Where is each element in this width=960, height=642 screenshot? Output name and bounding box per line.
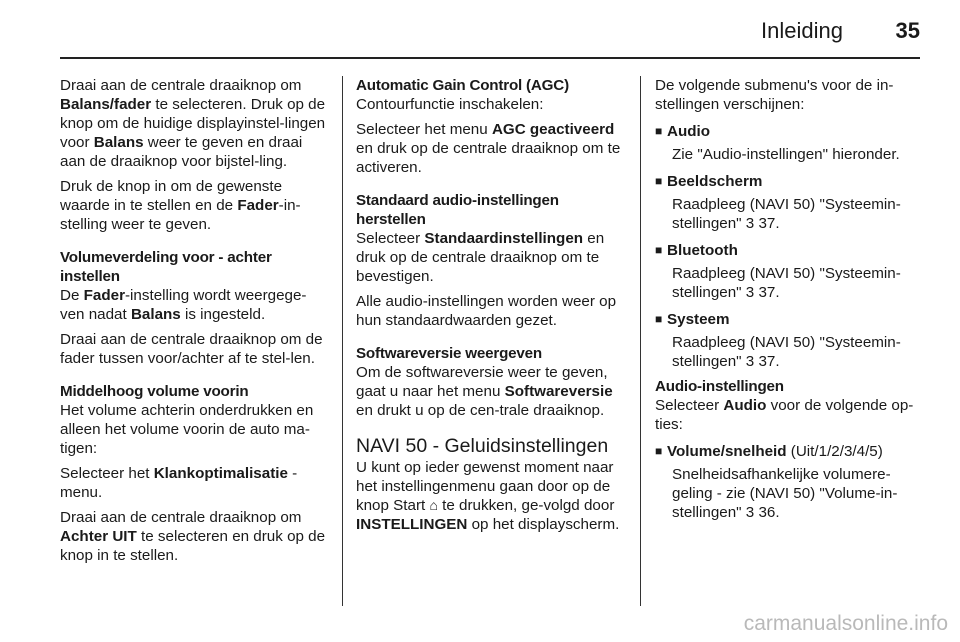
section-heading: Audio-instellingen [655, 378, 784, 395]
column-2 [356, 76, 624, 540]
page-ref-icon: 3 [745, 284, 755, 301]
page-ref-icon: 3 [745, 504, 755, 521]
section-heading: Standaard audio-instellingen herstellen [356, 192, 559, 228]
bullet-icon: ■ [655, 174, 663, 188]
list-item: ■ Bluetooth Raadpleeg (NAVI 50) "Systeemin-stellingen" 3 37. [655, 242, 901, 301]
paragraph: U kunt op ieder gewenst moment naar het instellingenmenu gaan door op de knop Start ⌂ te drukken, ge-volgd door INSTELLINGEN op het displayscherm. [356, 459, 620, 533]
page-ref-icon: 3 [745, 215, 755, 232]
list-item: ■ Systeem Raadpleeg (NAVI 50) "Systeemin-stellingen" 3 37. [655, 311, 901, 370]
watermark: carmanualsonline.info [743, 612, 948, 635]
paragraph: Draai aan de centrale draaiknop om Balans/fader te selecteren. Druk op de knop om de huidige displayinstel-lingen voor Balans weer te geven en draai aan de draaiknop voor bijstel-ling. [60, 77, 326, 170]
paragraph: Draai aan de centrale draaiknop om de fader tussen voor/achter af te stel-len. [60, 331, 323, 367]
column-3 [655, 76, 925, 522]
column-1 [60, 76, 328, 571]
bullet-icon: ■ [655, 312, 663, 326]
page-number: 35 [895, 18, 920, 43]
paragraph: Draai aan de centrale draaiknop om Achter UIT te selecteren en druk op de knop in te stellen. [60, 509, 326, 564]
section-heading: Softwareversie weergeven [356, 345, 542, 362]
paragraph: De volgende submenu's voor de in-stellingen verschijnen: [655, 77, 894, 113]
paragraph: Selecteer het menu AGC geactiveerd en druk op de centrale draaiknop om te activeren. [356, 121, 621, 176]
list-item: ■ Audio Zie "Audio-instellingen" hieronder. [655, 123, 900, 163]
paragraph: De Fader-instelling wordt weergege-ven nadat Balans is ingesteld. [60, 287, 307, 323]
page-ref-icon: 3 [745, 353, 755, 370]
list-item: ■ Beeldscherm Raadpleeg (NAVI 50) "Systeemin-stellingen" 3 37. [655, 173, 901, 232]
section-heading: Volumeverdeling voor - achter instellen [60, 249, 272, 285]
paragraph: Om de softwareversie weer te geven, gaat u naar het menu Softwareversie en drukt u op de cen-trale draaiknop. [356, 364, 613, 419]
paragraph: Selecteer Audio voor de volgende op-ties: [655, 397, 914, 433]
chapter-heading: NAVI 50 - Geluidsinstellingen [356, 435, 609, 457]
bullet-icon: ■ [655, 444, 663, 458]
home-icon: ⌂ [429, 497, 438, 513]
paragraph: Druk de knop in om de gewenste waarde in te stellen en de Fader-in-stelling weer te geven. [60, 178, 301, 233]
paragraph: Selecteer Standaardinstellingen en druk op de centrale draaiknop om te bevestigen. [356, 230, 605, 285]
paragraph: Selecteer het Klankoptimalisatie -menu. [60, 465, 298, 501]
bullet-icon: ■ [655, 124, 663, 138]
paragraph: Alle audio-instellingen worden weer op hun standaardwaarden gezet. [356, 293, 617, 329]
paragraph: Het volume achterin onderdrukken en alleen het volume voorin de auto ma-tigen: [60, 402, 314, 457]
paragraph: Contourfunctie inschakelen: [356, 96, 544, 113]
header-rule [60, 57, 920, 59]
list-item: ■ Volume/snelheid (Uit/1/2/3/4/5) Snelheidsafhankelijke volumere-geling - zie (NAVI 50) "Volume-in-stellingen" 3 36. [655, 443, 898, 521]
section-heading: Middelhoog volume voorin [60, 383, 249, 400]
column-divider [640, 76, 641, 606]
column-divider [342, 76, 343, 606]
bullet-icon: ■ [655, 243, 663, 257]
section-heading: Automatic Gain Control (AGC) [356, 77, 569, 94]
header-title: Inleiding [761, 18, 843, 43]
